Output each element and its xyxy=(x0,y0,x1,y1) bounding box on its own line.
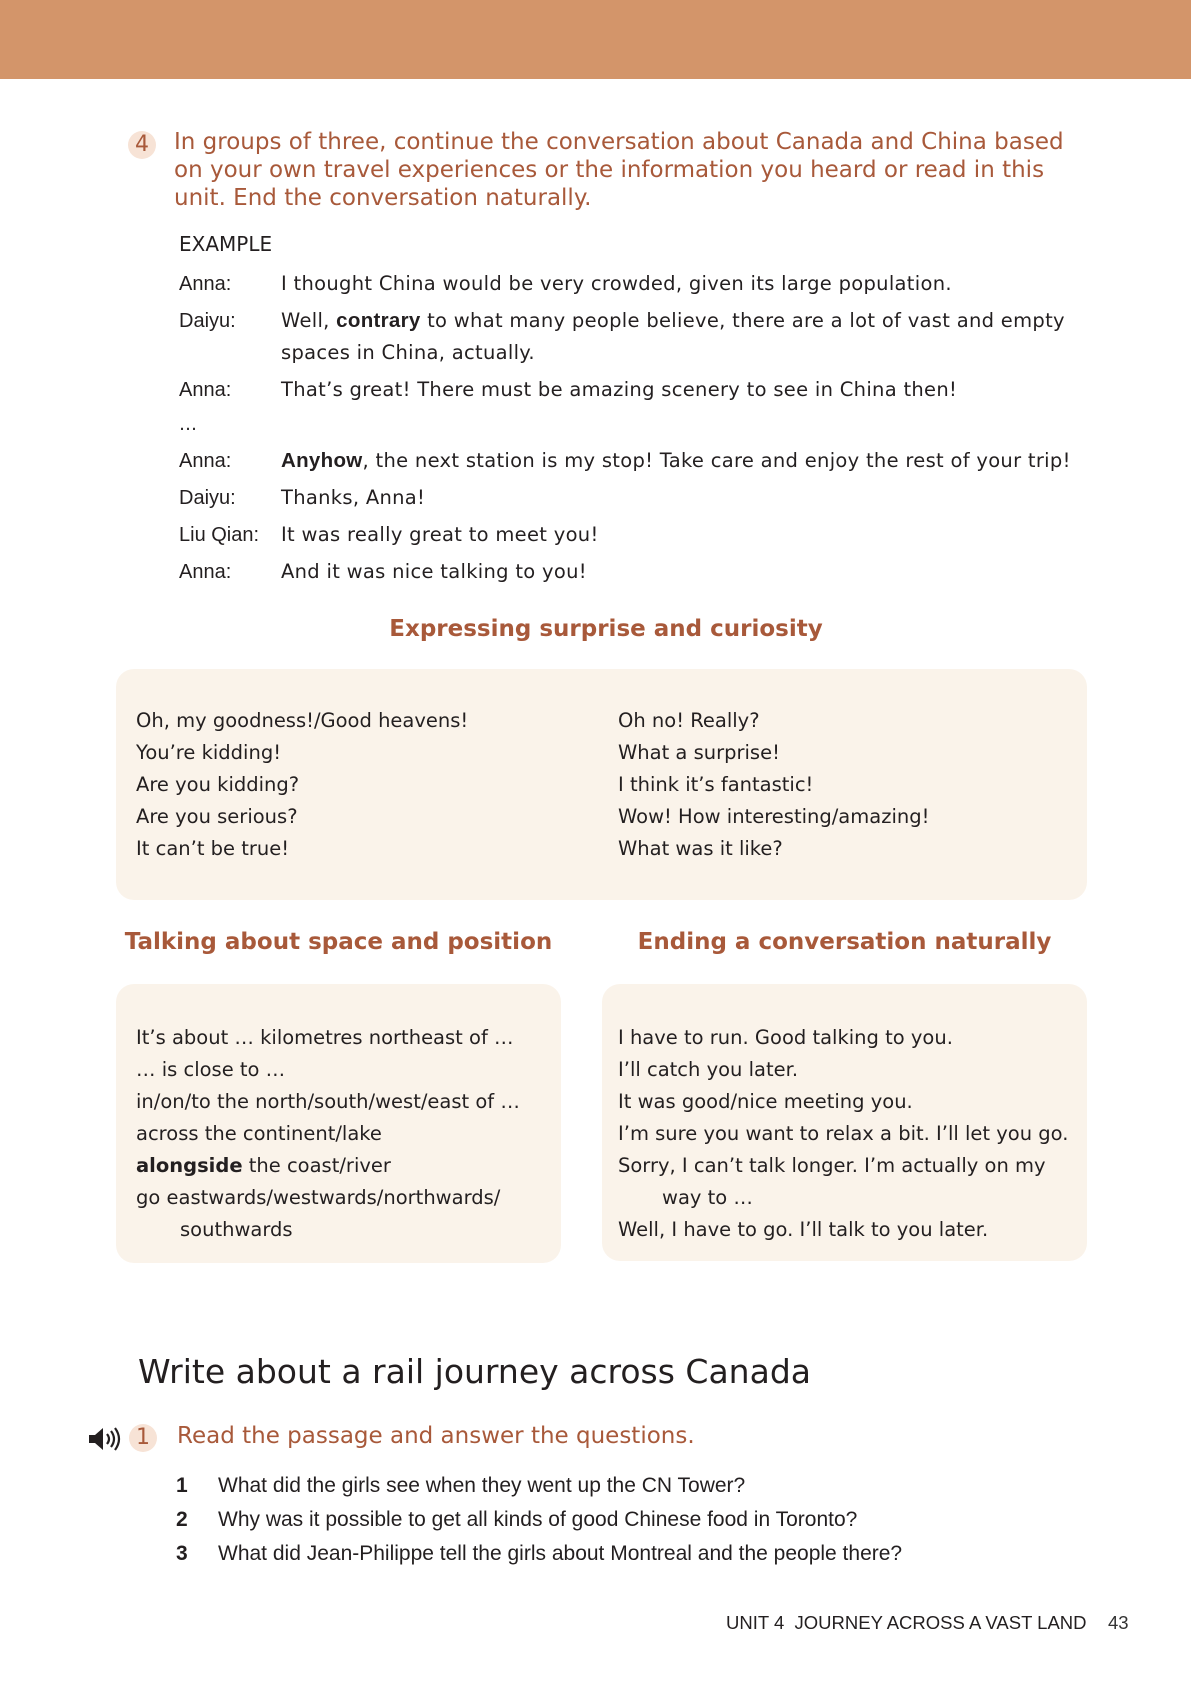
page-number: 43 xyxy=(1108,1612,1129,1633)
phrase: Are you kidding? xyxy=(136,773,300,796)
surprise-heading: Expressing surprise and curiosity xyxy=(389,616,823,642)
question xyxy=(176,1469,902,1503)
question xyxy=(176,1537,902,1571)
phrase: What a surprise! xyxy=(618,741,780,764)
space-heading: Talking about space and position xyxy=(124,929,553,955)
phrase: I have to run. Good talking to you. xyxy=(618,1026,953,1049)
speech: That’s great! There must be amazing scenery to see in China then! xyxy=(281,378,958,401)
phrase: I think it’s fantastic! xyxy=(618,773,814,796)
question-number: 3 xyxy=(176,1542,188,1565)
key-word: Anyhow xyxy=(281,449,363,472)
phrase-continuation: southwards xyxy=(180,1218,293,1241)
ending-heading: Ending a conversation naturally xyxy=(637,929,1052,955)
question-number: 2 xyxy=(176,1508,188,1531)
speech: I thought China would be very crowded, given its large population. xyxy=(281,272,952,295)
speech: Well, contrary to what many people believe, there are a lot of vast and empty spaces in China, actually. xyxy=(281,309,1065,364)
example-dialog xyxy=(179,268,1089,593)
phrase: Oh, my goodness!/Good heavens! xyxy=(136,709,469,732)
phrase: It’s about … kilometres northeast of … xyxy=(136,1026,514,1049)
speaker: Anna: xyxy=(179,450,232,472)
dialog-line xyxy=(179,305,1089,369)
phrase: I’ll catch you later. xyxy=(618,1058,799,1081)
dialog-line xyxy=(179,482,1089,514)
phrase: Are you serious? xyxy=(136,805,298,828)
speech: Thanks, Anna! xyxy=(281,486,426,509)
speaker: Daiyu: xyxy=(179,310,236,332)
key-word: alongside xyxy=(136,1154,243,1177)
phrase: … is close to … xyxy=(136,1058,286,1081)
surprise-left-column xyxy=(136,705,468,865)
question-text: What did Jean-Philippe tell the girls about Montreal and the people there? xyxy=(218,1542,903,1565)
dialog-line xyxy=(179,556,1089,588)
dialog-line xyxy=(179,374,1089,406)
dialog-line xyxy=(179,445,1089,477)
question-list xyxy=(176,1469,902,1571)
section-title: Write about a rail journey across Canada xyxy=(138,1352,811,1391)
phrase: Well, I have to go. I’ll talk to you later. xyxy=(618,1218,989,1241)
dialog-line xyxy=(179,268,1089,300)
space-phrase-box xyxy=(116,984,561,1263)
phrase: You’re kidding! xyxy=(136,741,282,764)
question-number: 1 xyxy=(176,1474,188,1497)
speaker: Anna: xyxy=(179,273,232,295)
phrase: alongside the coast/river xyxy=(136,1154,391,1177)
question-text: Why was it possible to get all kinds of good Chinese food in Toronto? xyxy=(218,1508,858,1531)
phrase: I’m sure you want to relax a bit. I’ll let you go. xyxy=(618,1122,1069,1145)
footer-unit-title: UNIT 4 JOURNEY ACROSS A VAST LAND xyxy=(726,1612,1087,1633)
question xyxy=(176,1503,902,1537)
phrase: across the continent/lake xyxy=(136,1122,382,1145)
speaker: Liu Qian: xyxy=(179,524,260,546)
phrase: It can’t be true! xyxy=(136,837,290,860)
speaker: Daiyu: xyxy=(179,487,236,509)
example-label: EXAMPLE xyxy=(179,232,273,256)
phrase: What was it like? xyxy=(618,837,783,860)
surprise-right-column xyxy=(618,705,929,865)
phrase: Sorry, I can’t talk longer. I’m actually on my xyxy=(618,1154,1046,1177)
task-number-badge: 4 xyxy=(128,131,156,159)
phrase-continuation: way to … xyxy=(662,1186,753,1209)
ending-phrase-box xyxy=(602,984,1087,1261)
speech: And it was nice talking to you! xyxy=(281,560,587,583)
surprise-phrase-box xyxy=(116,669,1087,900)
speech: It was really great to meet you! xyxy=(281,523,599,546)
phrase: It was good/nice meeting you. xyxy=(618,1090,913,1113)
dialog-ellipsis: … xyxy=(179,414,197,435)
top-color-band xyxy=(0,0,1191,79)
speaker: Anna: xyxy=(179,379,232,401)
ending-phrase-list xyxy=(618,1022,1068,1246)
phrase: Wow! How interesting/amazing! xyxy=(618,805,930,828)
task-number-badge: 1 xyxy=(129,1424,157,1452)
speaker: Anna: xyxy=(179,561,232,583)
phrase: Oh no! Really? xyxy=(618,709,760,732)
task-instruction: In groups of three, continue the conversation about Canada and China based on your own travel experiences or the information you heard or read in this unit. End the conversation naturally. xyxy=(174,129,1064,211)
question-text: What did the girls see when they went up the CN Tower? xyxy=(218,1474,746,1497)
speech: Anyhow, the next station is my stop! Take care and enjoy the rest of your trip! xyxy=(281,449,1071,472)
task-instruction: Read the passage and answer the questions. xyxy=(177,1423,695,1449)
key-word: contrary xyxy=(336,309,421,332)
dialog-line xyxy=(179,519,1089,551)
audio-speaker-icon[interactable] xyxy=(87,1425,123,1453)
space-phrase-list xyxy=(136,1022,520,1246)
phrase: in/on/to the north/south/west/east of … xyxy=(136,1090,520,1113)
phrase: go eastwards/westwards/northwards/ xyxy=(136,1186,501,1209)
